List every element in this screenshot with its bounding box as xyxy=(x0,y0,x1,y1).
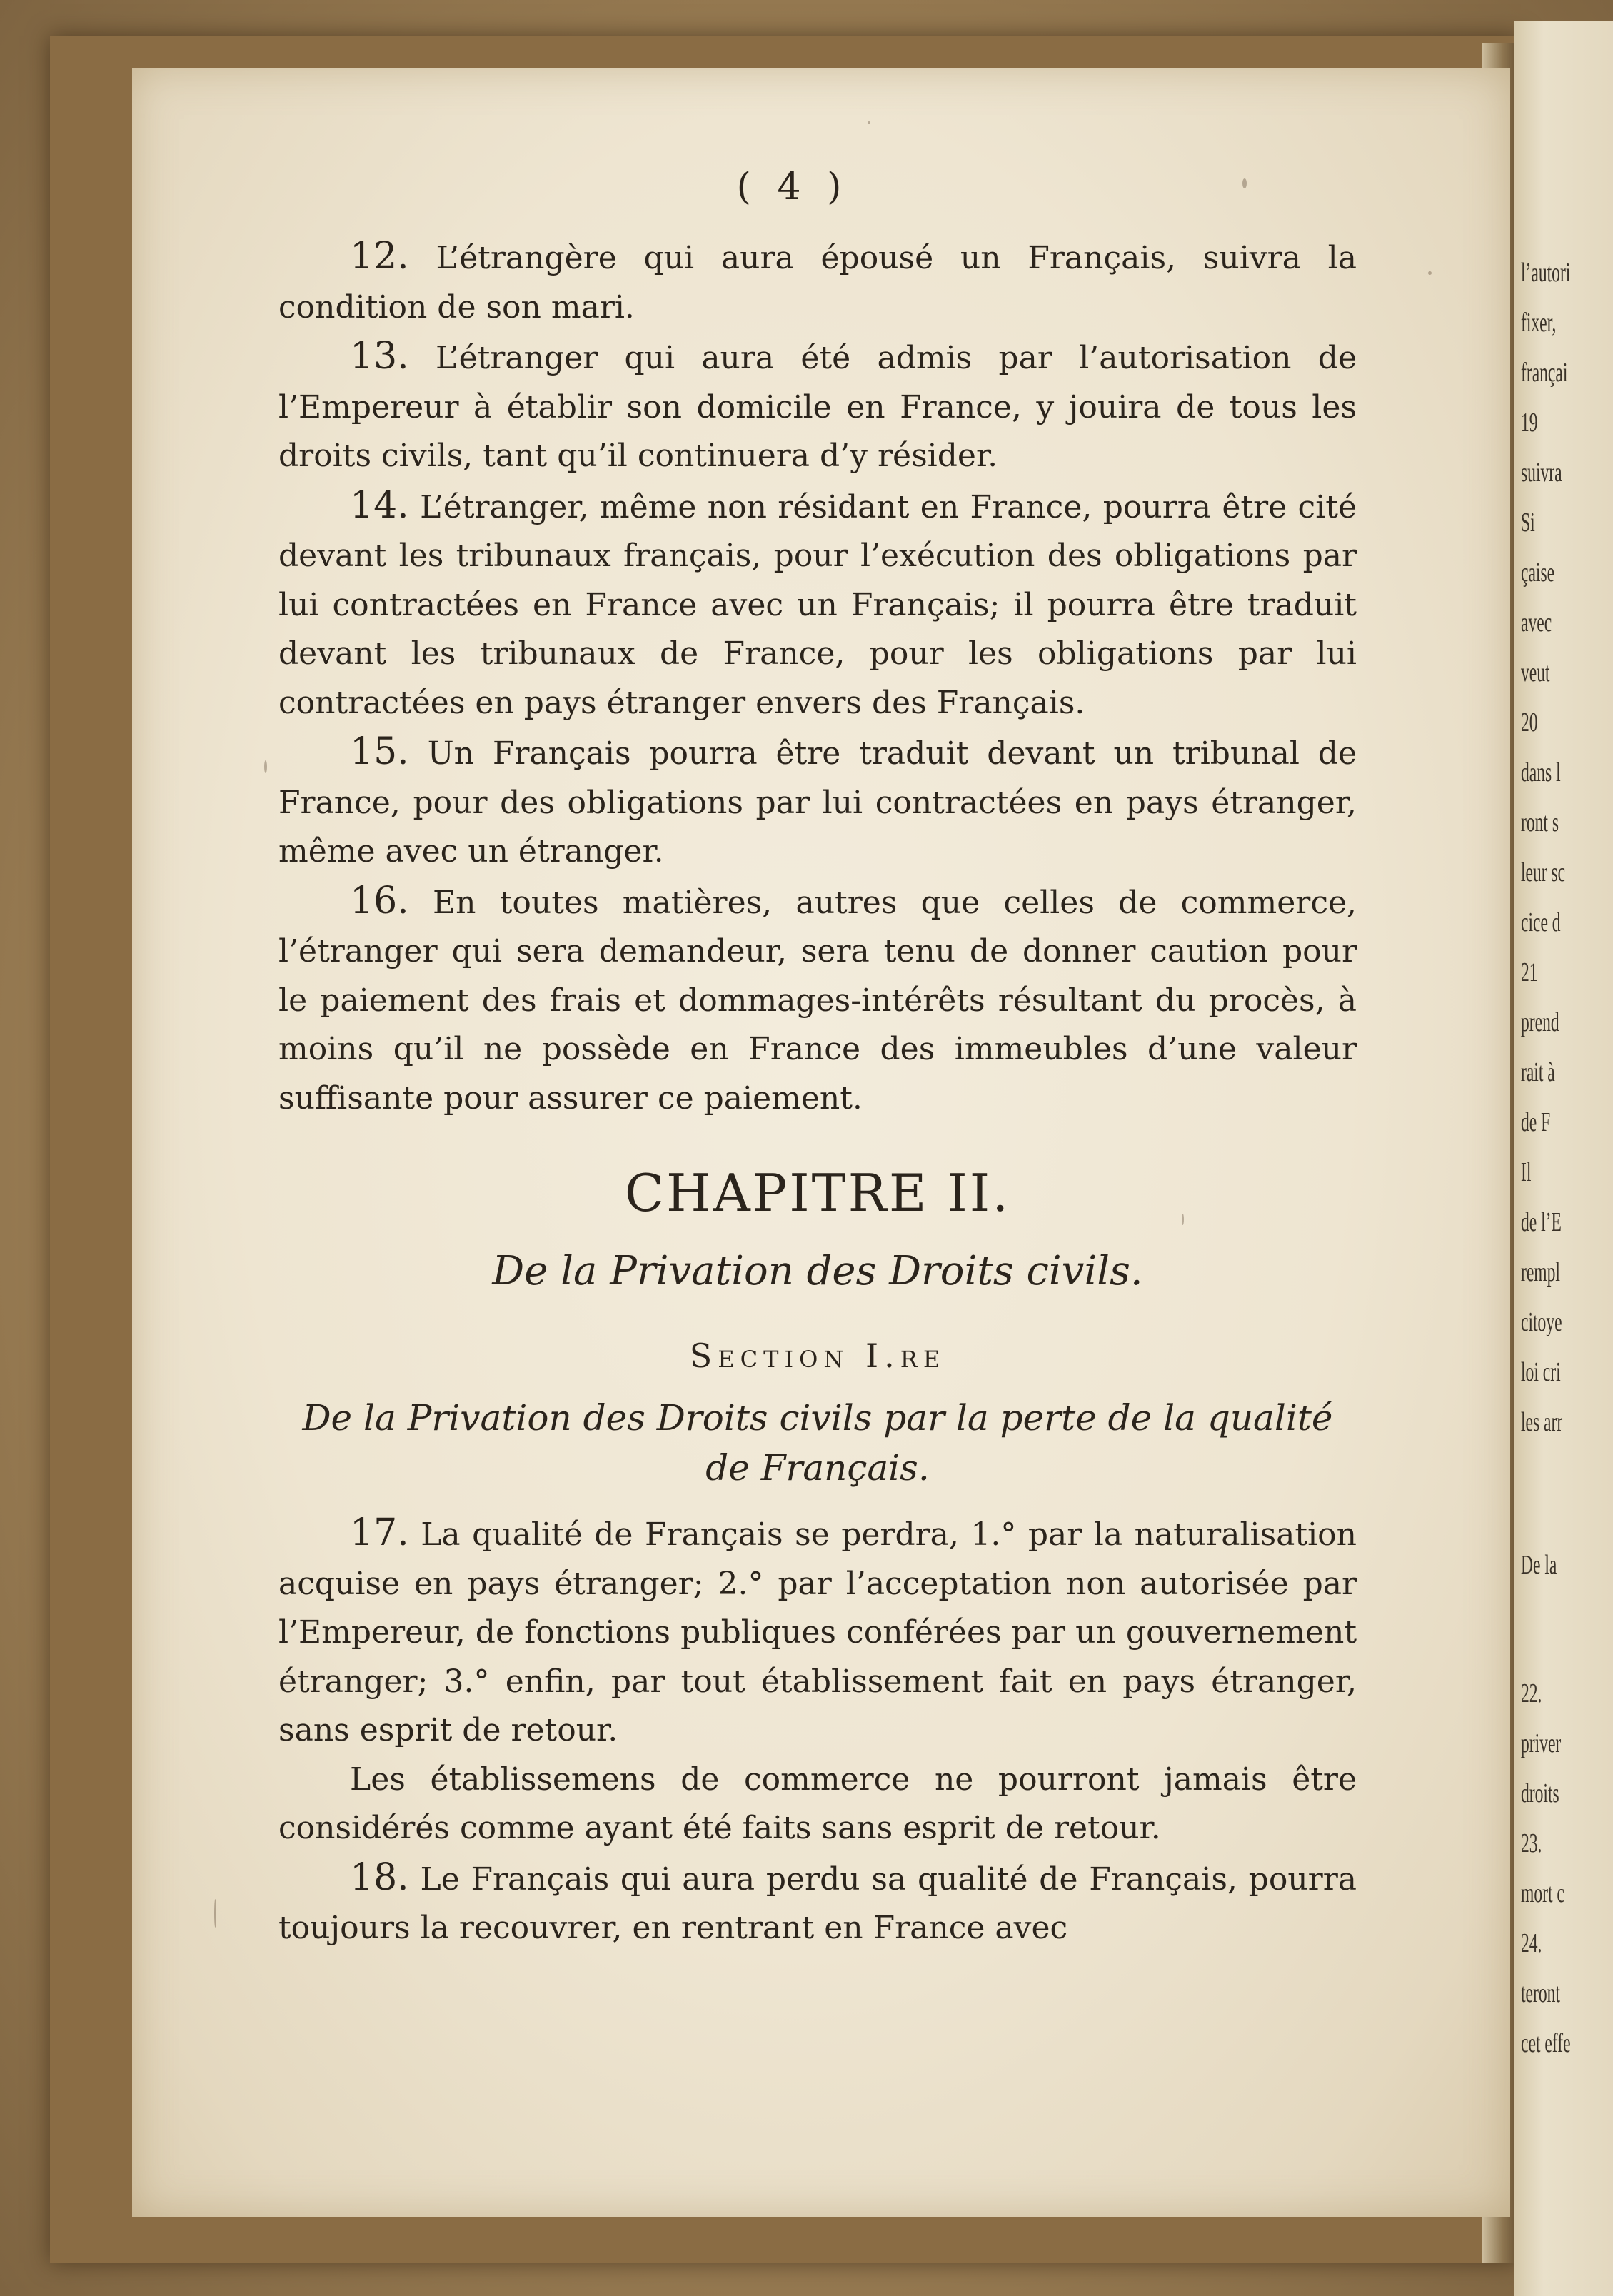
facing-fragment: l’autori xyxy=(1521,258,1571,288)
facing-fragment: prend xyxy=(1521,1007,1559,1037)
article-text: L’étrangère qui aura épousé un Français, suivra la condition de son mari. xyxy=(278,240,1357,326)
facing-fragment: cice d xyxy=(1521,907,1561,937)
chapter-subtitle: De la Privation des Droits civils. xyxy=(492,1248,1143,1294)
facing-fragment: mort c xyxy=(1521,1878,1564,1908)
article-text: En toutes matières, autres que celles de commerce, l’étranger qui sera demandeur, sera tenu de donner caution pour le paiement des frais et dommages-intérêts résultant du procès, à moins qu’il ne possède en France des immeubles d’une valeur suffisante pour assurer ce paiement. xyxy=(278,884,1357,1117)
section-subtitle: De la Privation des Droits civils par la perte de la qualité de Français. xyxy=(302,1397,1333,1489)
article-number: 16. xyxy=(350,879,409,922)
facing-fragment: 23. xyxy=(1521,1828,1542,1858)
facing-fragment: de F xyxy=(1521,1107,1551,1137)
facing-fragment: les arr xyxy=(1521,1407,1563,1437)
section-title: Section I.re xyxy=(689,1336,946,1375)
facing-fragment: 20 xyxy=(1521,708,1538,737)
article-17 xyxy=(278,1509,1357,1756)
facing-fragment: rempl xyxy=(1521,1257,1560,1287)
facing-fragment: françai xyxy=(1521,358,1568,388)
facing-fragment: ront s xyxy=(1521,807,1559,837)
facing-fragment: avec xyxy=(1521,608,1552,638)
facing-fragment: De la xyxy=(1521,1550,1557,1580)
article-17-continuation xyxy=(278,1756,1357,1853)
facing-fragment: priver xyxy=(1521,1728,1562,1758)
article-15 xyxy=(278,727,1357,877)
facing-fragment: 24. xyxy=(1521,1928,1542,1958)
facing-fragment: teront xyxy=(1521,1978,1560,2008)
article-number: 14. xyxy=(350,483,409,527)
article-text: Un Français pourra être traduit devant un tribunal de France, pour des obligations par lui contractées en pays étranger, même avec un étranger. xyxy=(278,735,1357,870)
chapter-title: CHAPITRE II. xyxy=(624,1163,1011,1223)
page-body xyxy=(278,168,1357,1953)
article-number: 17. xyxy=(350,1511,409,1554)
facing-fragment: Il xyxy=(1521,1157,1532,1187)
article-text: Le Français qui aura perdu sa qualité de Français, pourra toujours la recouvrer, en rentrant en France avec xyxy=(278,1861,1357,1946)
facing-fragment: rait à xyxy=(1521,1057,1555,1087)
facing-fragment: dans l xyxy=(1521,757,1561,787)
facing-fragment: 19 xyxy=(1521,408,1538,438)
article-text: L’étranger, même non résidant en France, pourra être cité devant les tribunaux français, pour l’exécution des obligations par lui contractées en France avec un Français; il pourra être traduit devant les tribunaux de France, pour les obligations par lui contractées en pays étranger envers des Français. xyxy=(278,488,1357,721)
facing-fragment: Si xyxy=(1521,508,1535,538)
facing-fragment: veut xyxy=(1521,658,1550,688)
article-text: La qualité de Français se perdra, 1.° par la naturalisation acquise en pays étranger; 2.° par l’acceptation non autorisée par l’Empereur, de fonctions publiques conférées par un gouvernement étranger; 3.° enfin, par tout établissement fait en pays étranger, sans esprit de retour. xyxy=(278,1516,1357,1748)
facing-fragment: 21 xyxy=(1521,957,1538,987)
facing-fragment: cet effe xyxy=(1521,2028,1571,2058)
facing-fragment: çaise xyxy=(1521,558,1555,588)
facing-fragment: 22. xyxy=(1521,1678,1542,1708)
facing-fragment: fixer, xyxy=(1521,308,1557,338)
article-14 xyxy=(278,481,1357,728)
article-number: 13. xyxy=(350,335,409,378)
facing-fragment: citoye xyxy=(1521,1307,1562,1337)
article-12 xyxy=(278,232,1357,332)
article-number: 15. xyxy=(350,730,409,773)
article-number: 12. xyxy=(350,235,409,278)
facing-page-edge xyxy=(1514,21,1613,2296)
facing-fragment: loi cri xyxy=(1521,1357,1561,1387)
facing-fragment: suivra xyxy=(1521,458,1562,488)
facing-fragment: droits xyxy=(1521,1778,1559,1808)
facing-fragment: de l’E xyxy=(1521,1207,1562,1237)
article-text: L’étranger qui aura été admis par l’autorisation de l’Empereur à établir son domicile en France, y jouira de tous les droits civils, tant qu’il continuera d’y résider. xyxy=(278,340,1357,474)
article-13 xyxy=(278,332,1357,481)
page-number: ( 4 ) xyxy=(736,166,849,208)
article-text: Les établissemens de commerce ne pourront jamais être considérés comme ayant été faits sans esprit de retour. xyxy=(278,1761,1357,1846)
facing-fragment: leur sc xyxy=(1521,857,1566,887)
article-number: 18. xyxy=(350,1856,409,1899)
article-18 xyxy=(278,1853,1357,1953)
article-16 xyxy=(278,877,1357,1124)
